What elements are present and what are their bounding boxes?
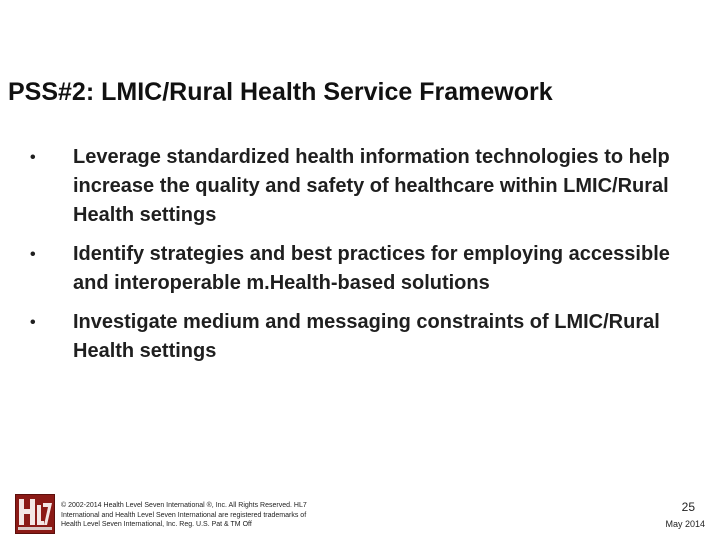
bullet-item xyxy=(30,240,680,298)
copyright-line: Health Level Seven International, Inc. Reg. U.S. Pat & TM Off xyxy=(61,521,252,528)
hl7-logo xyxy=(15,494,55,534)
bullet-text: Investigate medium and messaging constraints of LMIC/Rural Health settings xyxy=(73,311,660,362)
bullet-item xyxy=(30,308,680,366)
footer-date: May 2014 xyxy=(665,519,705,529)
hl7-logo-icon xyxy=(16,495,54,533)
bullet-list xyxy=(30,143,680,376)
copyright-line: International and Health Level Seven International are registered trademarks of xyxy=(61,511,307,519)
bullet-text: Identify strategies and best practices for employing accessible and interoperable m.Health-based solutions xyxy=(73,243,670,294)
slide-title: PSS#2: LMIC/Rural Health Service Framework xyxy=(8,78,553,106)
copyright-line: © 2002-2014 Health Level Seven International ®, Inc. All Rights Reserved. HL7 xyxy=(61,502,307,509)
bullet-text: Leverage standardized health information technologies to help increase the quality and safety of healthcare within LMIC/Rural Health settings xyxy=(73,146,670,226)
footer xyxy=(15,494,715,534)
copyright-notice xyxy=(61,501,391,530)
bullet-marker: • xyxy=(30,314,36,331)
page-number: 25 xyxy=(681,500,695,514)
bullet-marker: • xyxy=(30,149,36,166)
bullet-marker: • xyxy=(30,246,36,263)
bullet-item xyxy=(30,143,680,230)
